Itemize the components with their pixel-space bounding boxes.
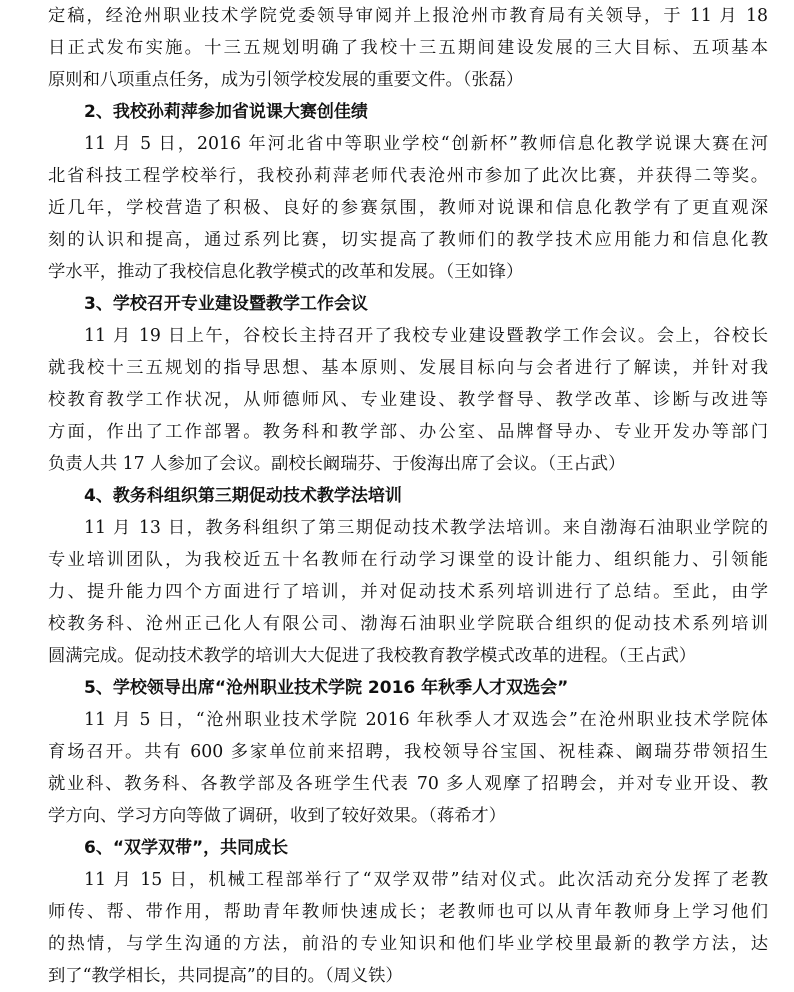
text-line: 11 月 5 日，“沧州职业技术学院 2016 年秋季人才双选会”在沧州职业技术学院体	[84, 710, 768, 730]
text-line: 学水平，推动了我校信息化教学模式的改革和发展。（王如锋）	[48, 262, 524, 282]
text-line: 的热情，与学生沟通的方法，前沿的专业知识和他们毕业学校里最新的教学方法，达	[48, 934, 768, 954]
text-line: 学方向、学习方向等做了调研，收到了较好效果。（蒋希才）	[48, 806, 506, 826]
section-paragraph	[48, 704, 768, 832]
section-heading: 5、学校领导出席“沧州职业技术学院 2016 年秋季人才双选会”	[84, 678, 569, 698]
text-line: 校教育教学工作状况，从师德师风、专业建设、教学督导、教学改革、诊断与改进等	[48, 390, 768, 410]
document-page	[48, 0, 768, 992]
section-paragraph	[48, 320, 768, 480]
text-line: 就业科、教务科、各教学部及各班学生代表 70 多人观摩了招聘会，并对专业开设、教	[48, 774, 768, 794]
text-line: 圆满完成。促动技术教学的培训大大促进了我校教育教学模式改革的进程。（王占武）	[48, 646, 697, 666]
text-line: 刻的认识和提高，通过系列比赛，切实提高了教师们的教学技术应用能力和信息化教	[48, 230, 768, 250]
text-line: 到了“教学相长，共同提高”的目的。（周义铁）	[48, 966, 403, 986]
section-heading: 2、我校孙莉萍参加省说课大赛创佳绩	[84, 102, 368, 122]
text-line: 定稿，经沧州职业技术学院党委领导审阅并上报沧州市教育局有关领导，于 11 月 18	[48, 6, 768, 26]
text-line: 11 月 15 日，机械工程部举行了“双学双带”结对仪式。此次活动充分发挥了老教	[84, 870, 768, 890]
section-heading: 3、学校召开专业建设暨教学工作会议	[84, 294, 368, 314]
text-line: 校教务科、沧州正己化人有限公司、渤海石油职业学院联合组织的促动技术系列培训	[48, 614, 768, 634]
text-line: 方面，作出了工作部署。教务科和教学部、办公室、品牌督导办、专业开发办等部门	[48, 422, 768, 442]
section-paragraph	[48, 512, 768, 672]
text-line: 专业培训团队，为我校近五十名教师在行动学习课堂的设计能力、组织能力、引领能	[48, 550, 768, 570]
text-line: 育场召开。共有 600 多家单位前来招聘，我校领导谷宝国、祝桂森、阚瑞芬带领招生	[48, 742, 768, 762]
text-line: 原则和八项重点任务，成为引领学校发展的重要文件。（张磊）	[48, 70, 524, 90]
text-line: 近几年，学校营造了积极、良好的参赛氛围，教师对说课和信息化教学有了更直观深	[48, 198, 768, 218]
text-line: 11 月 5 日，2016 年河北省中等职业学校“创新杯”教师信息化教学说课大赛在河	[84, 134, 768, 154]
text-line: 负责人共 17 人参加了会议。副校长阚瑞芬、于俊海出席了会议。（王占武）	[48, 454, 626, 474]
section-paragraph	[48, 128, 768, 288]
section-heading: 4、教务科组织第三期促动技术教学法培训	[84, 486, 402, 506]
text-line: 11 月 19 日上午，谷校长主持召开了我校专业建设暨教学工作会议。会上，谷校长	[84, 326, 768, 346]
section-paragraph	[48, 864, 768, 992]
text-line: 师传、帮、带作用，帮助青年教师快速成长；老教师也可以从青年教师身上学习他们	[48, 902, 768, 922]
text-line: 力、提升能力四个方面进行了培训，并对促动技术系列培训进行了总结。至此，由学	[48, 582, 768, 602]
text-line: 日正式发布实施。十三五规划明确了我校十三五期间建设发展的三大目标、五项基本	[48, 38, 768, 58]
intro-paragraph	[48, 0, 768, 96]
section-heading: 6、“双学双带”，共同成长	[84, 838, 289, 858]
text-line: 11 月 13 日，教务科组织了第三期促动技术教学法培训。来自渤海石油职业学院的	[84, 518, 768, 538]
text-line: 北省科技工程学校举行，我校孙莉萍老师代表沧州市参加了此次比赛，并获得二等奖。	[48, 166, 768, 186]
text-line: 就我校十三五规划的指导思想、基本原则、发展目标向与会者进行了解读，并针对我	[48, 358, 768, 378]
